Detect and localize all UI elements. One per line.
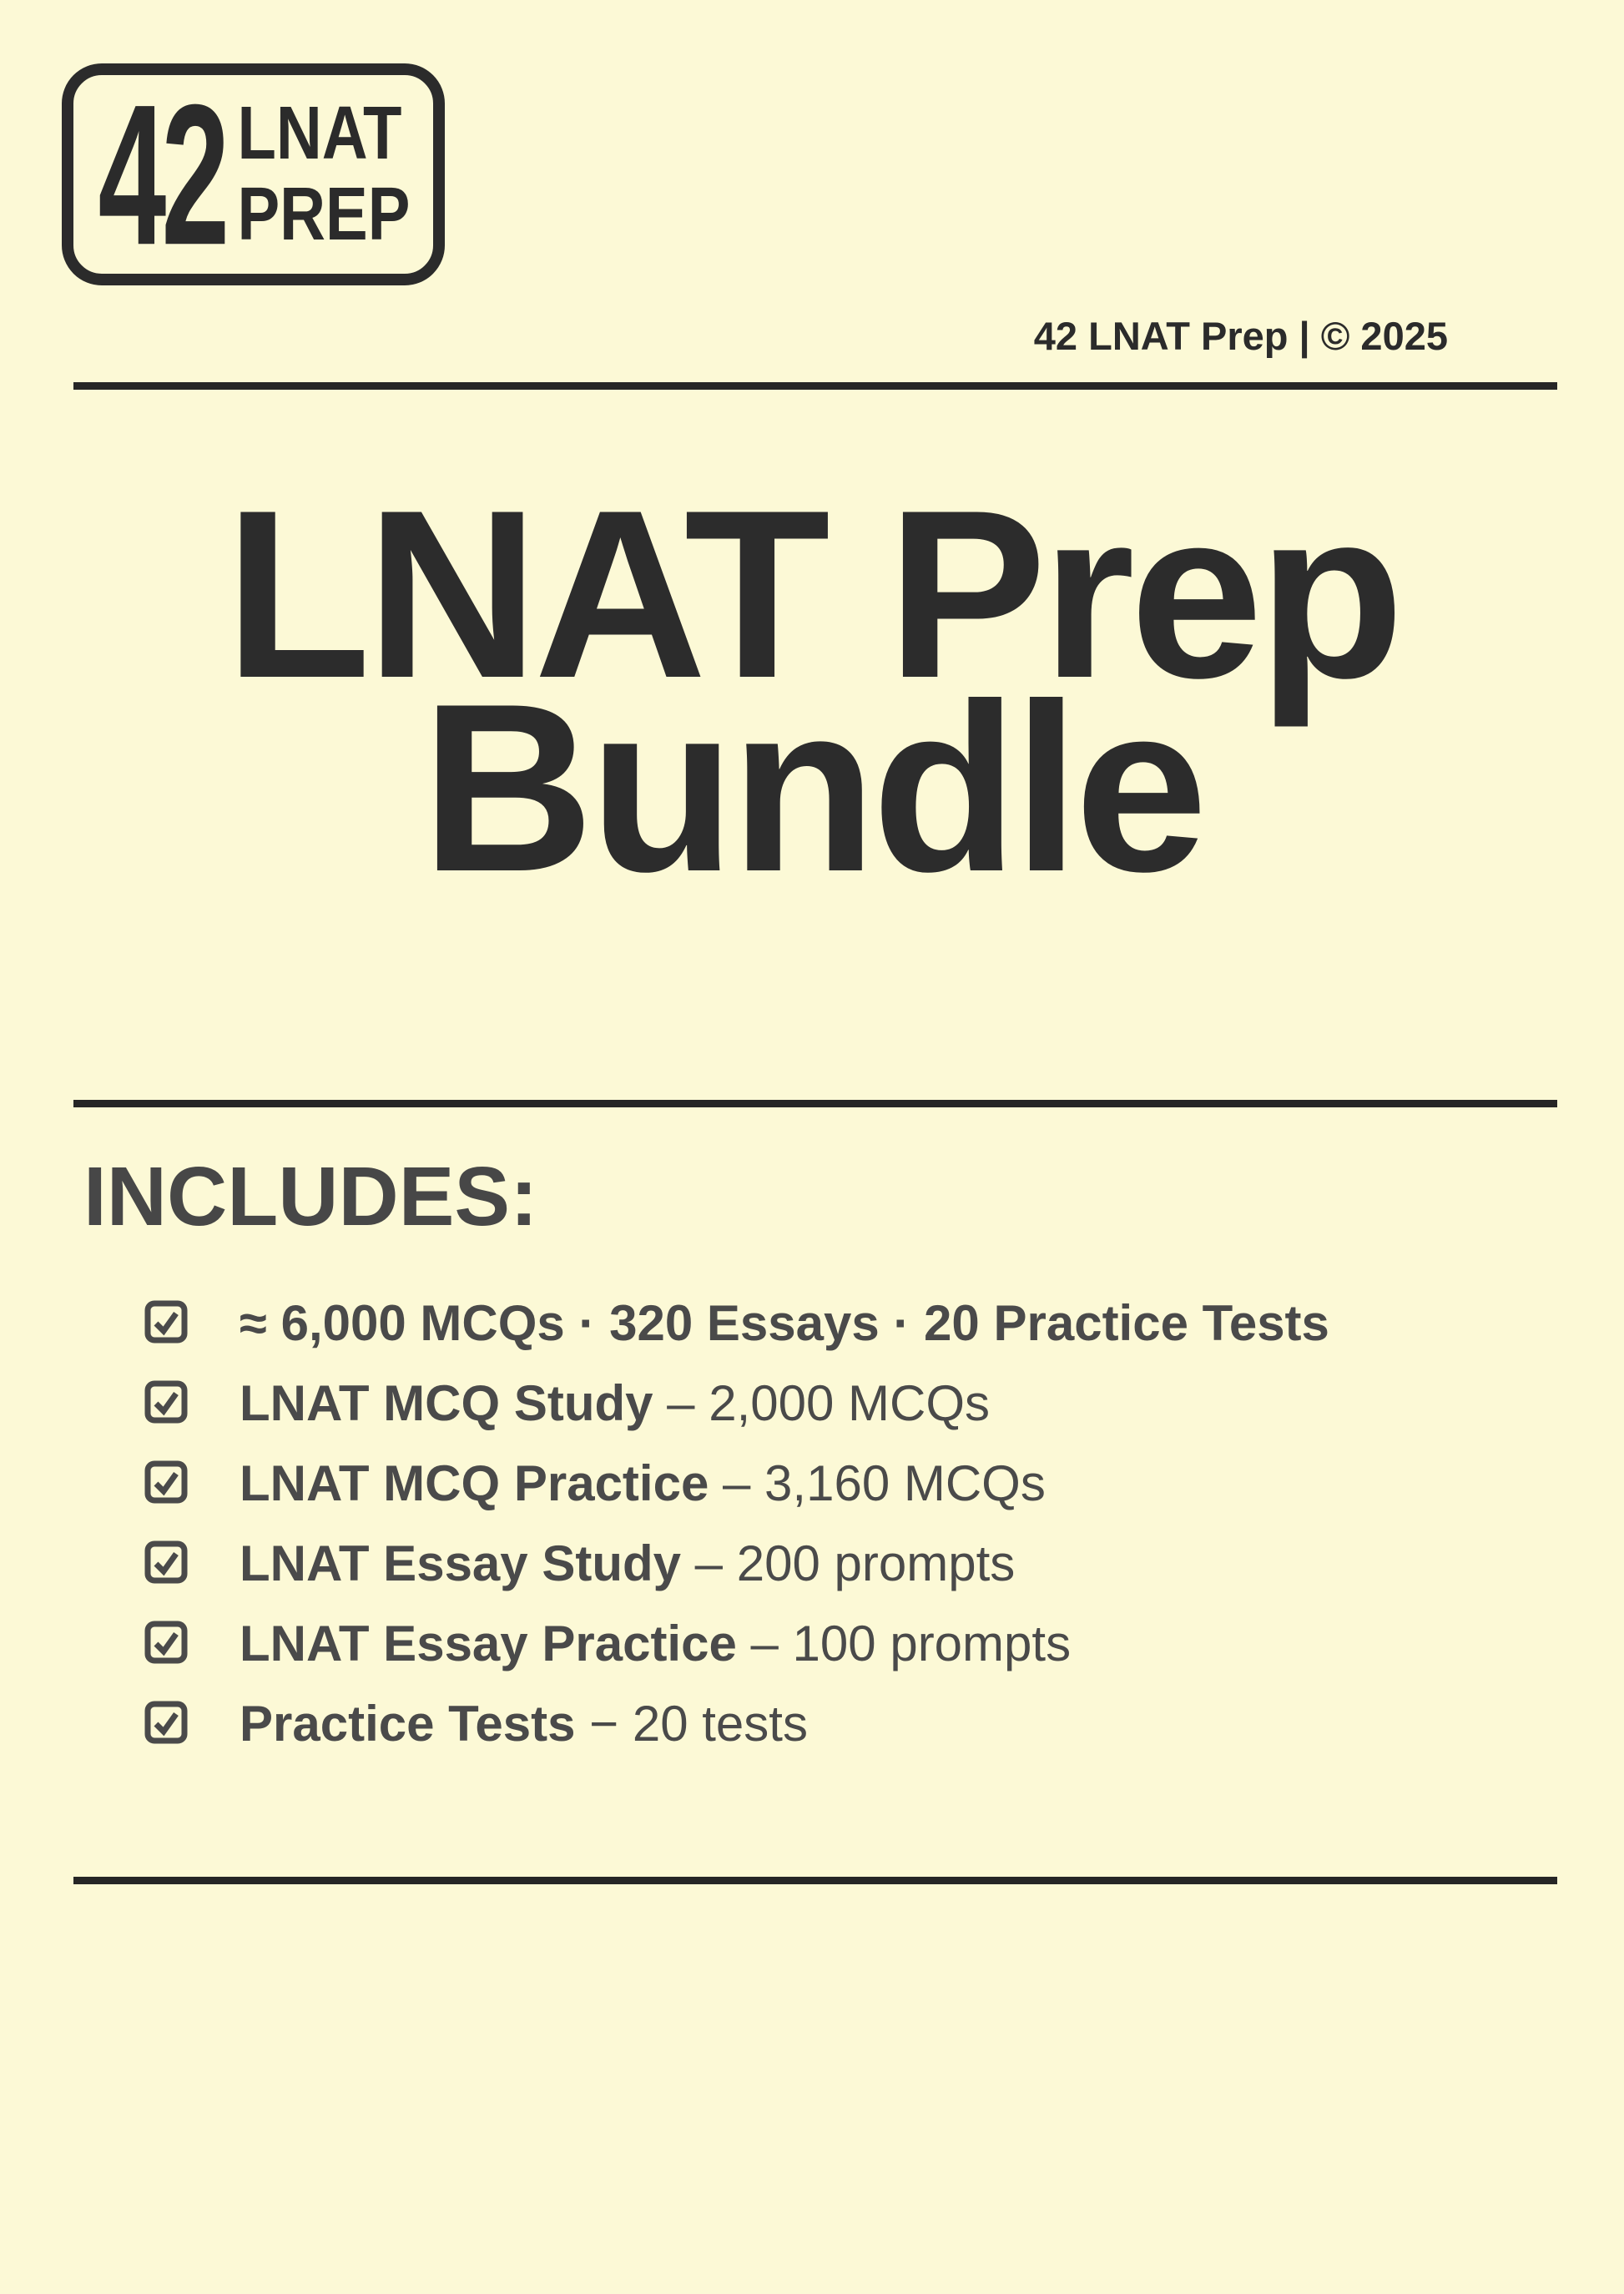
list-item-essay-study — [144, 1526, 1480, 1601]
divider-bottom — [73, 1877, 1557, 1884]
item-regular-text: – 100 prompts — [736, 1616, 1072, 1671]
item-regular-text: − 20 tests — [575, 1696, 808, 1752]
divider-middle — [73, 1100, 1557, 1107]
title-line-1: LNAT Prep — [224, 460, 1400, 728]
includes-list — [144, 1286, 1480, 1767]
checked-checkbox-icon — [144, 1540, 188, 1584]
item-regular-text: – 3,160 MCQs — [709, 1455, 1046, 1511]
checked-checkbox-icon — [144, 1701, 188, 1744]
list-item-mcq-practice — [144, 1446, 1480, 1521]
item-bold-text: LNAT MCQ Practice — [240, 1455, 709, 1511]
list-item-totals — [144, 1286, 1480, 1361]
page-title — [0, 460, 1624, 921]
logo — [62, 63, 445, 285]
logo-word-lnat: LNAT — [237, 91, 402, 176]
logo-word-prep: PREP — [237, 172, 411, 256]
checked-checkbox-icon — [144, 1460, 188, 1504]
item-bold-text: LNAT Essay Practice — [240, 1616, 737, 1671]
checked-checkbox-icon — [144, 1380, 188, 1424]
item-bold-text: LNAT MCQ Study — [240, 1375, 653, 1431]
item-bold-text: Practice Tests — [240, 1696, 576, 1752]
item-bold-text: ≈ 6,000 MCQs · 320 Essays · 20 Practice Tests — [240, 1295, 1329, 1351]
checked-checkbox-icon — [144, 1621, 188, 1664]
item-regular-text: – 200 prompts — [681, 1535, 1016, 1591]
item-regular-text: – 2,000 MCQs — [653, 1375, 991, 1431]
copyright-attribution: 42 LNAT Prep | © 2025 — [1033, 314, 1448, 358]
item-bold-text: LNAT Essay Study — [240, 1535, 682, 1591]
divider-top — [73, 382, 1557, 390]
logo-number: 42 — [98, 62, 224, 287]
list-item-practice-tests — [144, 1686, 1480, 1762]
includes-heading: INCLUDES: — [83, 1150, 538, 1243]
logo-wordmark — [237, 93, 410, 255]
title-line-2: Bundle — [421, 653, 1203, 921]
list-item-mcq-study — [144, 1366, 1480, 1441]
list-item-essay-practice — [144, 1606, 1480, 1681]
checked-checkbox-icon — [144, 1300, 188, 1344]
